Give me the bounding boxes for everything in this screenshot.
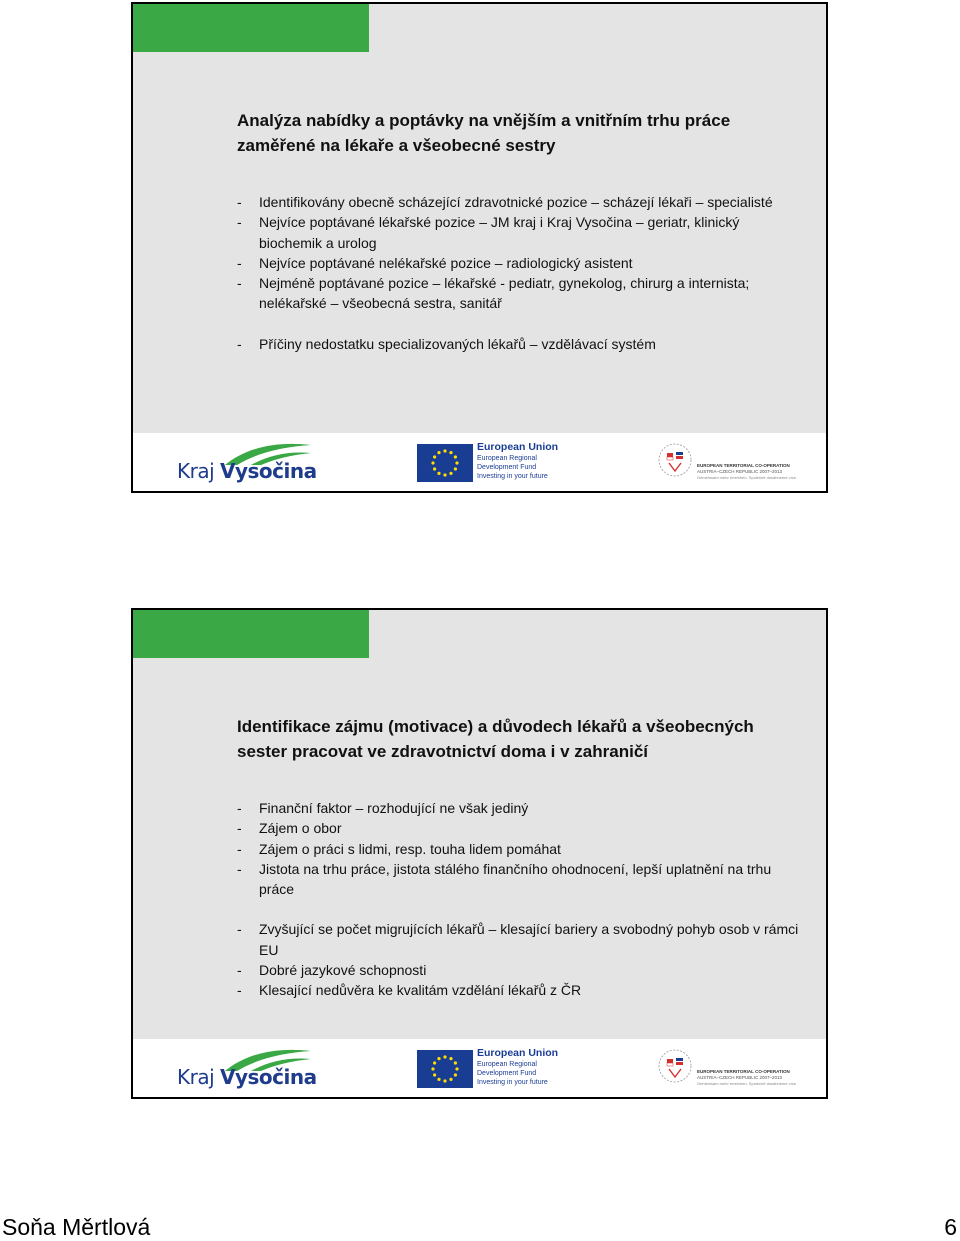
etc-title: EUROPEAN TERRITORIAL CO-OPERATION	[697, 1069, 790, 1074]
etc-austria-czech-logo	[655, 1045, 805, 1091]
header-green-block	[133, 4, 369, 52]
slide-header-bar	[133, 610, 826, 658]
eu-line: European Regional	[477, 455, 537, 462]
bullet-item: - Jistota na trhu práce, jistota stálého finančního ohodnocení, lepší uplatnění na trhu práce	[237, 859, 806, 900]
bullet-item: - Zájem o obor	[237, 818, 806, 838]
bullet-item: - Nejméně poptávané pozice – lékařské - pediatr, gynekolog, chirurg a internista; nelékařské – všeobecná sestra, sanitář	[237, 273, 806, 314]
eu-line: Investing in your future	[477, 1079, 548, 1086]
slide-footer-logos	[133, 1039, 826, 1097]
bullet-item: - Finanční faktor – rozhodující ne však jediný	[237, 798, 806, 818]
kraj-word: Kraj	[177, 1065, 215, 1089]
bullet-item: - Nejvíce poptávané nelékařské pozice – radiologický asistent	[237, 253, 806, 273]
slide-content	[237, 108, 806, 354]
bullet-list	[237, 192, 806, 354]
etc-emblem-icon	[655, 439, 695, 481]
slide-1	[131, 2, 828, 493]
bullet-item: - Nejvíce poptávané lékařské pozice – JM kraj i Kraj Vysočina – geriatr, klinický biochemik a urolog	[237, 212, 806, 253]
eu-line: Investing in your future	[477, 473, 548, 480]
eu-line: Development Fund	[477, 1070, 537, 1077]
etc-austria-czech-logo	[655, 439, 805, 485]
eu-flag-icon	[417, 1050, 473, 1088]
kraj-vysocina-logo	[177, 439, 317, 485]
etc-emblem-icon	[655, 1045, 695, 1087]
slide-title: Analýza nabídky a poptávky na vnějším a vnitřním trhu práce zaměřené na lékaře a všeobecné sestry	[237, 111, 731, 155]
etc-title: EUROPEAN TERRITORIAL CO-OPERATION	[697, 463, 790, 468]
kraj-vysocina-logo	[177, 1045, 317, 1091]
page-number: 6	[944, 1214, 957, 1240]
eu-name: European Union	[477, 441, 559, 453]
slide-content	[237, 714, 806, 1001]
eu-erdf-logo	[417, 1047, 559, 1091]
etc-motto: Gemeinsam mehr erreichen. Společně dosáhneme více.	[697, 1081, 798, 1086]
page-author: Soňa Měrtlová	[2, 1214, 151, 1240]
bullet-item: - Identifikovány obecně scházející zdravotnické pozice – scházejí lékaři – specialisté	[237, 192, 806, 212]
bullet-item: - Příčiny nedostatku specializovaných lékařů – vzdělávací systém	[237, 334, 806, 354]
bullet-item: - Zájem o práci s lidmi, resp. touha lidem pomáhat	[237, 839, 806, 859]
vysocina-word: Vysočina	[220, 1065, 317, 1089]
eu-name: European Union	[477, 1047, 559, 1059]
bullet-item: - Zvyšující se počet migrujících lékařů – klesající bariery a svobodný pohyb osob v rámci EU	[237, 919, 806, 960]
eu-erdf-logo	[417, 441, 559, 485]
vysocina-word: Vysočina	[220, 459, 317, 483]
eu-line: Development Fund	[477, 464, 537, 471]
slide-header-bar	[133, 4, 826, 52]
etc-subtitle: AUSTRIA–CZECH REPUBLIC 2007–2013	[697, 1075, 783, 1080]
bullet-item: - Dobré jazykové schopnosti	[237, 960, 806, 980]
header-green-block	[133, 610, 369, 658]
eu-line: European Regional	[477, 1061, 537, 1068]
kraj-word: Kraj	[177, 459, 215, 483]
etc-subtitle: AUSTRIA–CZECH REPUBLIC 2007–2013	[697, 469, 783, 474]
slide-footer-logos	[133, 433, 826, 491]
eu-flag-icon	[417, 444, 473, 482]
slide-2	[131, 608, 828, 1099]
bullet-list	[237, 798, 806, 1001]
etc-motto: Gemeinsam mehr erreichen. Společně dosáhneme více.	[697, 475, 798, 480]
bullet-item: - Klesající nedůvěra ke kvalitám vzdělání lékařů z ČR	[237, 980, 806, 1000]
slide-title: Identifikace zájmu (motivace) a důvodech lékařů a všeobecných sester pracovat ve zdravotnictví doma i v zahraničí	[237, 717, 754, 761]
